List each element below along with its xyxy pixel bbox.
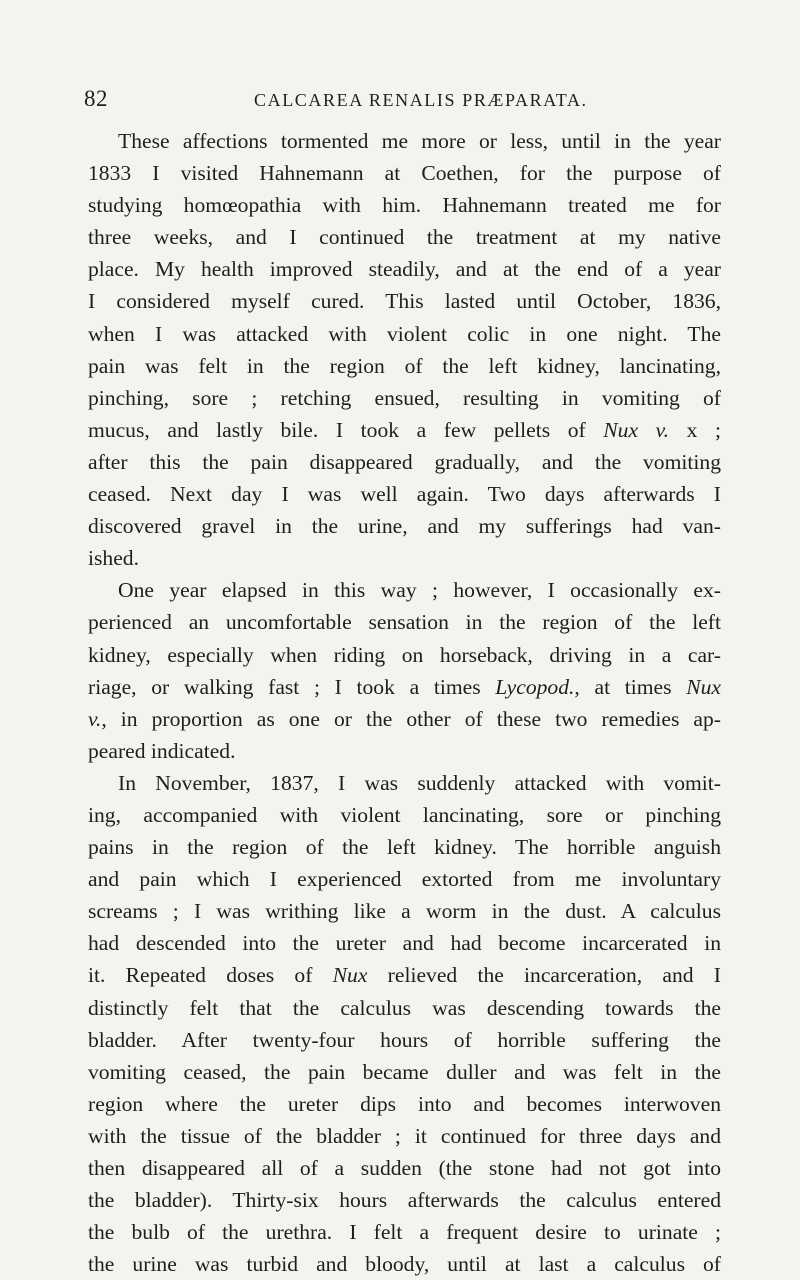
text-line: region where the ureter dips into and becomes interwoven	[88, 1091, 721, 1116]
text-line: riage, or walking fast ; I took a times Lycopod., at times Nux	[88, 674, 721, 699]
text-line: the bulb of the urethra. I felt a frequent desire to urinate ;	[88, 1220, 721, 1245]
text-line: three weeks, and I continued the treatment at my native	[88, 225, 721, 250]
text-line: bladder. After twenty-four hours of horrible suffering the	[88, 1027, 721, 1052]
text-line: ished.	[88, 546, 139, 571]
text-line: screams ; I was writhing like a worm in the dust. A calculus	[88, 899, 721, 924]
text-line: distinctly felt that the calculus was descending towards the	[88, 995, 721, 1020]
text-line: place. My health improved steadily, and at the end of a year	[88, 257, 721, 282]
text-line: perienced an uncomfortable sensation in the region of the left	[88, 610, 721, 635]
page-header	[84, 86, 720, 116]
text-line: vomiting ceased, the pain became duller and was felt in the	[88, 1059, 721, 1084]
text-line: One year elapsed in this way ; however, I occasionally ex-	[118, 578, 721, 603]
text-line: and pain which I experienced extorted from me involuntary	[88, 867, 721, 892]
running-title: CALCAREA RENALIS PRÆPARATA.	[254, 90, 588, 110]
text-line: had descended into the ureter and had become incarcerated in	[88, 931, 721, 956]
page-number: 82	[84, 86, 108, 111]
text-line: v., in proportion as one or the other of these two remedies ap-	[88, 706, 721, 731]
text-line: 1833 I visited Hahnemann at Coethen, for the purpose of	[88, 161, 721, 186]
text-line: ing, accompanied with violent lancinating, sore or pinching	[88, 802, 721, 827]
text-line: pains in the region of the left kidney. The horrible anguish	[88, 835, 721, 860]
text-line: the urine was turbid and bloody, until at last a calculus of	[88, 1252, 721, 1277]
text-line: In November, 1837, I was suddenly attacked with vomit-	[118, 770, 721, 795]
text-line: after this the pain disappeared gradually, and the vomiting	[88, 449, 721, 474]
body-text	[88, 125, 721, 1280]
text-line: discovered gravel in the urine, and my sufferings had van-	[88, 514, 721, 539]
text-line: mucus, and lastly bile. I took a few pellets of Nux v. x ;	[88, 417, 722, 442]
text-line: I considered myself cured. This lasted until October, 1836,	[88, 289, 721, 314]
text-line: when I was attacked with violent colic in one night. The	[88, 321, 721, 346]
text-line: peared indicated.	[88, 738, 236, 763]
text-line: the bladder). Thirty-six hours afterwards the calculus entered	[88, 1188, 721, 1213]
text-line: pinching, sore ; retching ensued, resulting in vomiting of	[88, 385, 721, 410]
text-line: then disappeared all of a sudden (the stone had not got into	[88, 1156, 721, 1180]
text-line: kidney, especially when riding on horseback, driving in a car-	[88, 642, 721, 667]
text-line: with the tissue of the bladder ; it continued for three days and	[88, 1123, 721, 1148]
text-line: studying homœopathia with him. Hahnemann treated me for	[88, 193, 721, 218]
text-line: ceased. Next day I was well again. Two days afterwards I	[88, 482, 721, 507]
text-line: it. Repeated doses of Nux relieved the incarceration, and I	[88, 963, 721, 988]
text-line: These affections tormented me more or less, until in the year	[118, 129, 721, 153]
text-line: pain was felt in the region of the left kidney, lancinating,	[88, 353, 721, 378]
